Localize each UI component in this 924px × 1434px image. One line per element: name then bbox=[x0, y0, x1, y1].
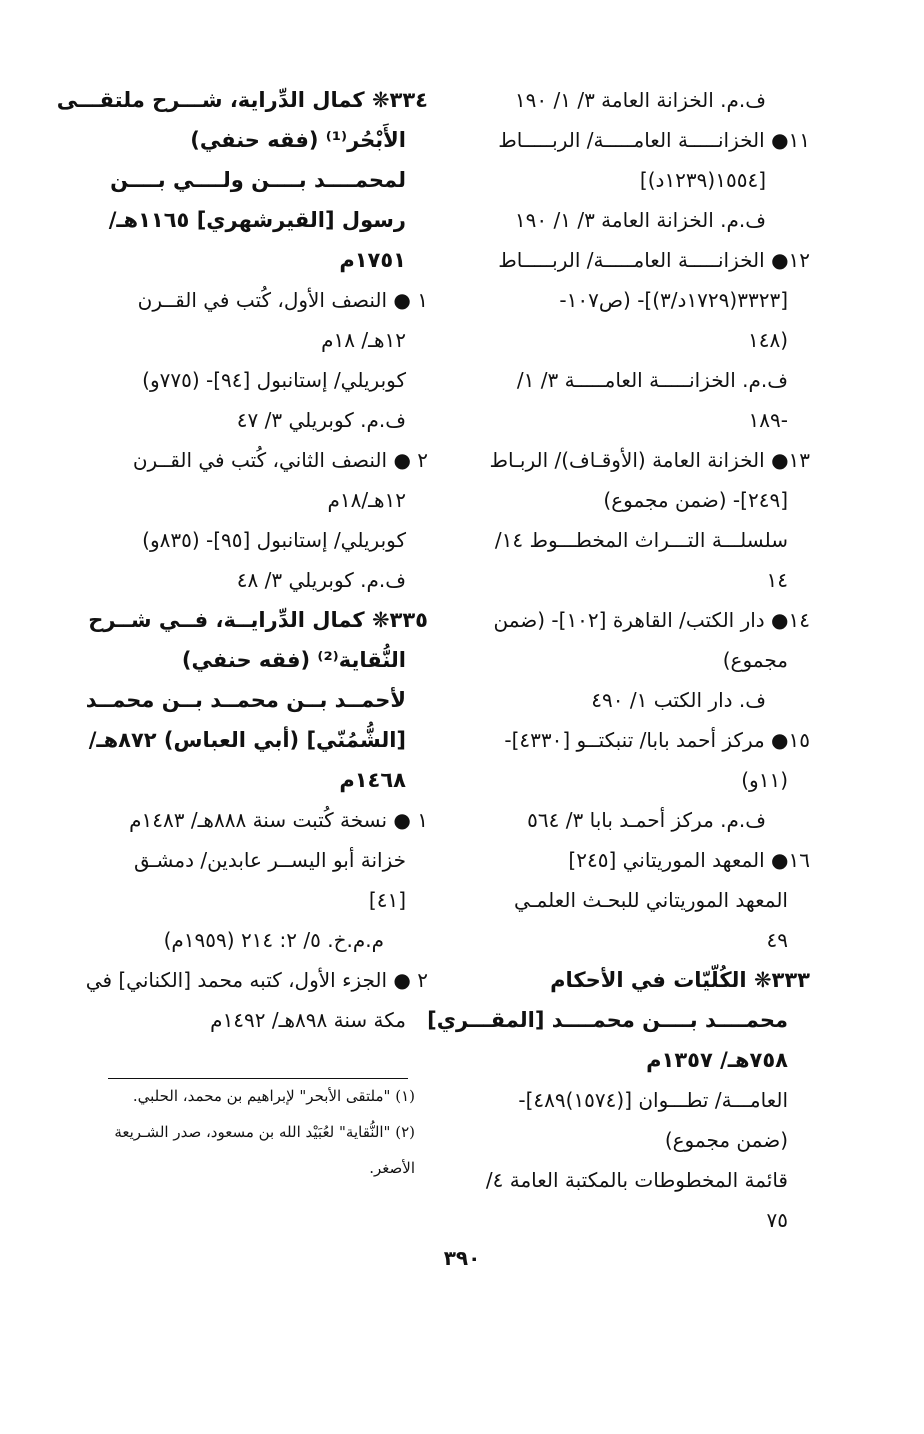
left-column-line: رسول [القيرشهري] ١١٦٥هـ/ bbox=[108, 208, 406, 232]
footnotes bbox=[85, 1078, 415, 1186]
right-column-line: ١٥● مركز أحمد بابا/ تنبكتــو [٤٣٣٠]- bbox=[504, 728, 810, 752]
right-column-line: ١٨٩- bbox=[748, 408, 788, 432]
footnote-1: (١) "ملتقى الأبحر" لإبراهيم بن محمد، الحلبي. bbox=[132, 1087, 415, 1105]
left-column bbox=[56, 80, 428, 1040]
right-column-line: (ضمن مجموع) bbox=[664, 1128, 788, 1152]
left-column-line: ١٧٥١م bbox=[339, 248, 406, 272]
right-column-line: ١٣● الخزانة العامة (الأوقـاف)/ الربـاط bbox=[489, 448, 810, 472]
left-column-line: ٢ ● النصف الثاني، كُتب في القــرن bbox=[132, 448, 428, 472]
left-column-line: لمحمــــد بــــن ولــــي بــــن bbox=[110, 168, 406, 192]
left-column-line: م.م.خ. ٥/ ٢: ٢١٤ (١٩٥٩م) bbox=[163, 928, 384, 952]
right-column-line: ١٢● الخزانـــــة العامـــــة/ الربـــــاط bbox=[498, 248, 810, 272]
right-column-line: ف.م. الخزانة العامة ٣/ ١/ ١٩٠ bbox=[514, 208, 766, 232]
footnote-2-continued: الأصغر. bbox=[369, 1159, 415, 1177]
right-column-line: ٣٣٣❋ الكُلّيّات في الأحكام bbox=[550, 968, 810, 992]
right-column-line: ٧٥ bbox=[766, 1208, 788, 1232]
right-column-line: سلسلـــة التـــراث المخطـــوط ١٤/ bbox=[494, 528, 788, 552]
left-column-line: [الشُّمُنّي] (أبي العباس) ٨٧٢هـ/ bbox=[88, 728, 406, 752]
page-number: ٣٩٠ bbox=[443, 1246, 481, 1270]
right-column-line: قائمة المخطوطات بالمكتبة العامة ٤/ bbox=[485, 1168, 788, 1192]
left-column-line: لأحمــد بــن محمــد بــن محمــد bbox=[85, 688, 406, 712]
left-column-line: ١٢هـ/١٨م bbox=[327, 488, 406, 512]
left-column-line: [٤١] bbox=[368, 888, 406, 912]
left-column-line: الأَبْحُر⁽¹⁾ (فقه حنفي) bbox=[190, 128, 406, 152]
left-column-line: ٣٣٤❋ كمال الدِّراية، شـــرح ملتقـــى bbox=[56, 88, 428, 112]
right-column-line: [٣٣٢٣(١٧٢٩د/٣)]- (ص١٠٧- bbox=[559, 288, 788, 312]
right-column-line: ٤٩ bbox=[766, 928, 788, 952]
left-column-line: كوبريلي/ إستانبول [٩٥]- (٨٣٥و) bbox=[142, 528, 406, 552]
right-column-line: ١٦● المعهد الموريتاني [٢٤٥] bbox=[568, 848, 810, 872]
right-column-line: ١٤٨) bbox=[747, 328, 788, 352]
left-column-line: ف.م. كوبريلي ٣/ ٤٧ bbox=[236, 408, 406, 432]
right-column-line: ١٤ bbox=[766, 568, 788, 592]
left-column-line: كوبريلي/ إستانبول [٩٤]- (٧٧٥و) bbox=[142, 368, 406, 392]
left-column-line: ٢ ● الجزء الأول، كتبه محمد [الكناني] في bbox=[85, 968, 428, 992]
right-column-line: محمــــد بــــن محمــــد [المقـــري] bbox=[427, 1008, 788, 1032]
left-column-line: ٣٣٥❋ كمال الدِّرايــة، فــي شــرح bbox=[88, 608, 428, 632]
right-column-line: مجموع) bbox=[722, 648, 788, 672]
footnote-2: (٢) "النُّقاية" لعُبَيْد الله بن مسعود، صدر الشـريعة bbox=[114, 1123, 415, 1141]
left-column-line: ١٢هـ/ ١٨م bbox=[321, 328, 406, 352]
left-column-line: النُّقاية⁽²⁾ (فقه حنفي) bbox=[181, 648, 406, 672]
right-column-line: ف.م. الخزانة العامة ٣/ ١/ ١٩٠ bbox=[514, 88, 766, 112]
right-column-line: (١١و) bbox=[741, 768, 788, 792]
left-column-line: ف.م. كوبريلي ٣/ ٤٨ bbox=[236, 568, 406, 592]
right-column-line: المعهد الموريتاني للبحـث العلمـي bbox=[514, 888, 788, 912]
right-column bbox=[427, 80, 810, 1240]
left-column-line: مكة سنة ٨٩٨هـ/ ١٤٩٢م bbox=[210, 1008, 406, 1032]
right-column-line: العامـــة/ تطـــوان [(١٥٧٤)٤٨٩]- bbox=[518, 1088, 788, 1112]
right-column-line: [١٥٥٤(١٢٣٩د)] bbox=[639, 168, 766, 192]
left-column-line: ١ ● النصف الأول، كُتب في القــرن bbox=[137, 288, 428, 312]
left-column-line: ١ ● نسخة كُتبت سنة ٨٨٨هـ/ ١٤٨٣م bbox=[129, 808, 428, 832]
right-column-line: ف.م. مركز أحمـد بابا ٣/ ٥٦٤ bbox=[527, 808, 766, 832]
left-column-line: خزانة أبو اليســر عابدين/ دمشـق bbox=[133, 848, 406, 872]
right-column-line: ١١● الخزانـــــة العامـــــة/ الربـــــاط bbox=[498, 128, 810, 152]
right-column-line: ف.م. الخزانـــــة العامـــــة ٣/ ١/ bbox=[516, 368, 788, 392]
left-column-line: ١٤٦٨م bbox=[339, 768, 406, 792]
right-column-line: ٧٥٨هـ/ ١٣٥٧م bbox=[646, 1048, 788, 1072]
right-column-line: ف. دار الكتب ١/ ٤٩٠ bbox=[591, 688, 766, 712]
right-column-line: ١٤● دار الكتب/ القاهرة [١٠٢]- (ضمن bbox=[493, 608, 810, 632]
right-column-line: [٢٤٩]- (ضمن مجموع) bbox=[603, 488, 788, 512]
